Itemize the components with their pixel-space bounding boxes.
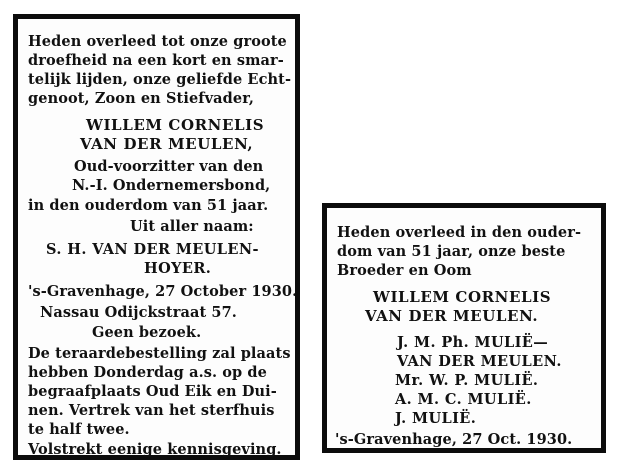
age-line: in den ouderdom van 51 jaar. <box>28 197 269 214</box>
place-date: 's-Gravenhage, 27 October 1930. <box>28 283 298 300</box>
intro-line: Heden overleed in den ouder- <box>337 224 582 241</box>
deceased-name: VAN DER MEULEN. <box>365 307 539 325</box>
obituary-notice-left <box>13 14 300 460</box>
signatory: J. MULIË. <box>395 410 477 427</box>
funeral-line: hebben Donderdag a.s. op de <box>28 364 267 381</box>
signatory: A. M. C. MULIË. <box>395 391 532 408</box>
funeral-line: nen. Vertrek van het sterfhuis <box>28 402 275 419</box>
obituary-notice-right <box>322 203 606 453</box>
signatory: HOYER. <box>144 260 212 277</box>
closing-line: Volstrekt eenige kennisgeving. <box>28 441 282 458</box>
funeral-line: De teraardebestelling zal plaats <box>28 345 291 362</box>
signatory: VAN DER MEULEN. <box>397 353 562 370</box>
intro-line: telijk lijden, onze geliefde Echt- <box>28 71 292 88</box>
on-behalf-line: Uit aller naam: <box>130 218 254 235</box>
deceased-title: Oud-voorzitter van den <box>74 158 264 175</box>
signatory: Mr. W. P. MULIË. <box>395 372 539 389</box>
place-date: 's-Gravenhage, 27 Oct. 1930. <box>335 431 573 448</box>
no-visit-note: Geen bezoek. <box>92 324 202 341</box>
deceased-name: VAN DER MEULEN, <box>80 135 254 153</box>
funeral-line: begraafplaats Oud Eik en Dui- <box>28 383 277 400</box>
deceased-name: WILLEM CORNELIS <box>373 288 552 306</box>
signatory: J. M. Ph. MULIË— <box>397 334 549 351</box>
intro-line: dom van 51 jaar, onze beste <box>337 243 566 260</box>
deceased-title: N.-I. Ondernemersbond, <box>72 177 271 194</box>
deceased-name: WILLEM CORNELIS <box>86 116 265 134</box>
intro-line: droefheid na een kort en smar- <box>28 52 284 69</box>
funeral-line: te half twee. <box>28 421 130 438</box>
signatory: S. H. VAN DER MEULEN- <box>46 241 259 258</box>
intro-line: genoot, Zoon en Stiefvader, <box>28 90 255 107</box>
intro-line: Broeder en Oom <box>337 262 472 279</box>
intro-line: Heden overleed tot onze groote <box>28 33 287 50</box>
address: Nassau Odijckstraat 57. <box>40 304 237 321</box>
